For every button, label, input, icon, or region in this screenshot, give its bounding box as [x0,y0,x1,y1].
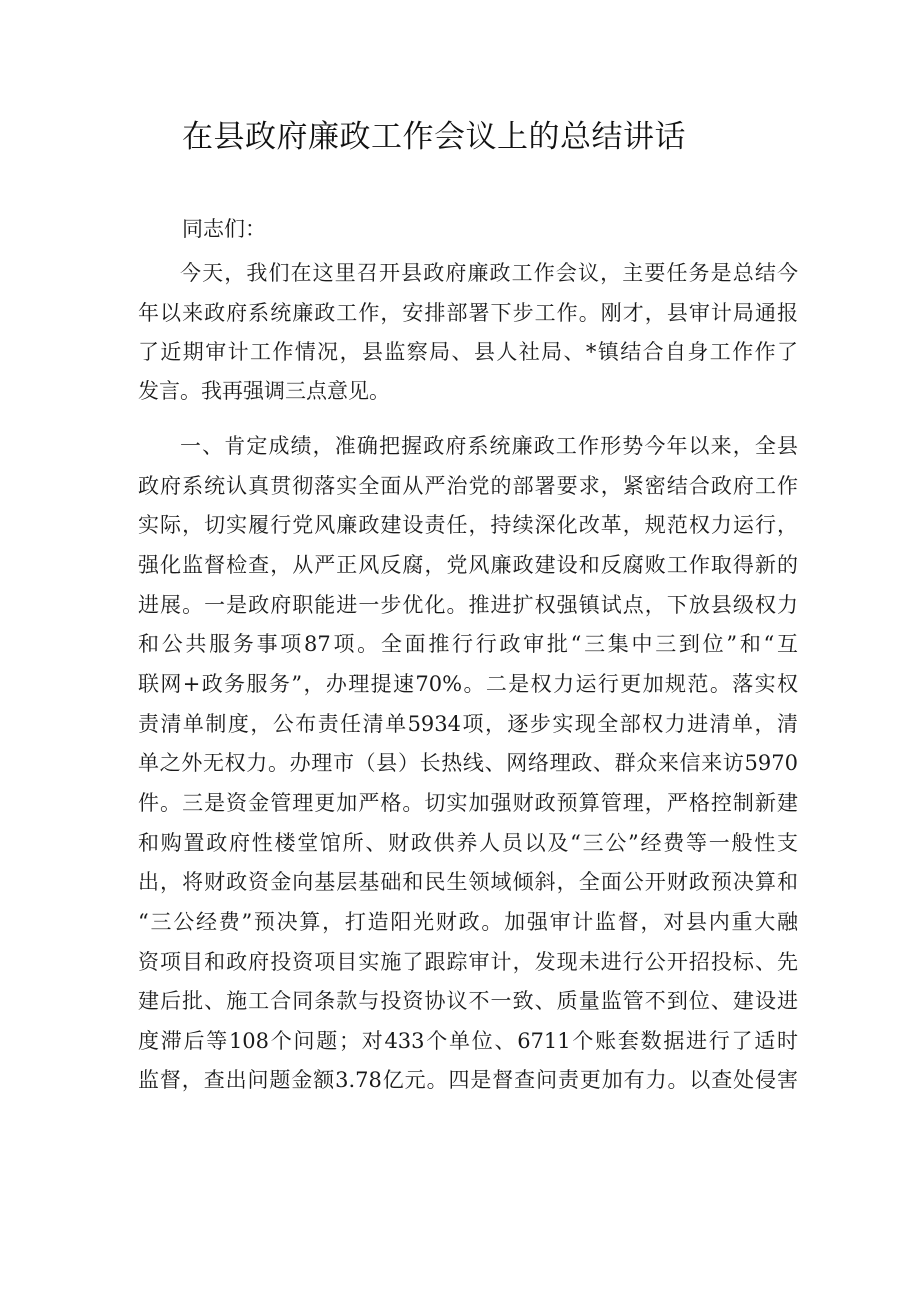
paragraph-line: 联网+政务服务”，办理提速70%。二是权力运行更加规范。落实权 [138,672,798,696]
paragraph-line: 建后批、施工合同条款与投资协议不一致、质量监管不到位、建设进 [138,989,798,1013]
paragraph-line: 单之外无权力。办理市（县）长热线、网络理政、群众来信来访5970 [138,751,798,775]
paragraph-line: 实际，切实履行党风廉政建设责任，持续深化改革，规范权力运行， [138,513,798,537]
paragraph-line: 政府系统认真贯彻落实全面从严治党的部署要求，紧密结合政府工作 [138,474,798,498]
paragraph-line: “三公经费”预决算，打造阳光财政。加强审计监督，对县内重大融 [138,910,798,934]
paragraph-line: 资项目和政府投资项目实施了跟踪审计，发现未进行公开招投标、先 [138,950,798,974]
paragraph-line: 出，将财政资金向基层基础和民生领域倾斜，全面公开财政预决算和 [138,870,798,894]
paragraph-line: 强化监督检查，从严正风反腐，党风廉政建设和反腐败工作取得新的 [138,553,798,577]
paragraph-line: 和公共服务事项87项。全面推行行政审批“三集中三到位”和“互 [138,632,798,656]
paragraph-line: 责清单制度，公布责任清单5934项，逐步实现全部权力进清单，清 [138,712,798,736]
paragraph-line: 了近期审计工作情况，县监察局、县人社局、*镇结合自身工作作了 [138,340,798,364]
paragraph-line: 今天，我们在这里召开县政府廉政工作会议，主要任务是总结今 [180,261,798,285]
paragraph-line: 监督，查出问题金额3.78亿元。四是督查问责更加有力。以查处侵害 [138,1068,798,1092]
document-title: 在县政府廉政工作会议上的总结讲话 [182,119,686,155]
paragraph-line: 年以来政府系统廉政工作，安排部署下步工作。刚才，县审计局通报 [138,301,798,325]
paragraph-line: 件。三是资金管理更加严格。切实加强财政预算管理，严格控制新建 [138,791,798,815]
paragraph-line: 度滞后等108个问题；对433个单位、6711个账套数据进行了适时 [138,1029,798,1053]
paragraph-line: 发言。我再强调三点意见。 [138,379,390,403]
paragraph-line: 一、肯定成绩，准确把握政府系统廉政工作形势今年以来，全县 [180,434,798,458]
paragraph-line: 和购置政府性楼堂馆所、财政供养人员以及“三公”经费等一般性支 [138,831,798,855]
salutation: 同志们： [182,217,266,241]
paragraph-line: 进展。一是政府职能进一步优化。推进扩权强镇试点，下放县级权力 [138,593,798,617]
